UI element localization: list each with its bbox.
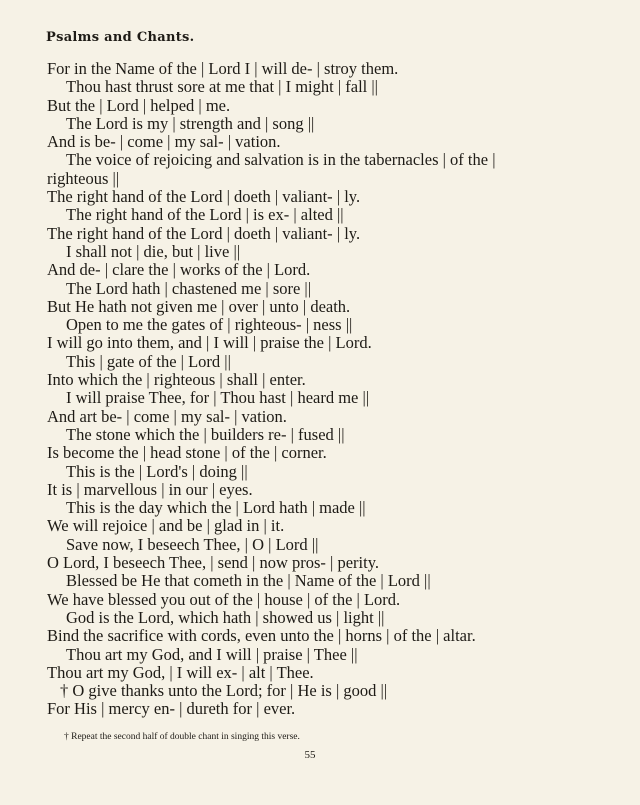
chant-line: But He hath not given me | over | unto | death. bbox=[47, 296, 351, 316]
chant-line: This is the day which the | Lord hath | made || bbox=[66, 498, 366, 518]
chant-line: This is the | Lord's | doing || bbox=[66, 461, 248, 481]
chant-line: Open to me the gates of | righteous- | ness || bbox=[66, 315, 353, 335]
chant-line: I shall not | die, but | live || bbox=[66, 241, 241, 261]
chant-line: And de- | clare the | works of the | Lord. bbox=[47, 260, 311, 280]
chant-line: The right hand of the Lord | is ex- | alted || bbox=[66, 205, 344, 225]
chant-line: † O give thanks unto the Lord; for | He is | good || bbox=[60, 681, 388, 701]
chant-line: For His | mercy en- | dureth for | ever. bbox=[47, 699, 296, 719]
chant-line: The right hand of the Lord | doeth | valiant- | ly. bbox=[47, 223, 361, 243]
chant-line: And is be- | come | my sal- | vation. bbox=[47, 132, 281, 152]
chant-line: Bind the sacrifice with cords, even unto the | horns | of the | altar. bbox=[47, 626, 476, 646]
chant-line: God is the Lord, which hath | showed us | light || bbox=[66, 607, 385, 627]
chant-line: Thou hast thrust sore at me that | I might | fall || bbox=[66, 77, 378, 97]
footnote: † Repeat the second half of double chant in singing this verse. bbox=[64, 732, 300, 742]
chant-line: The voice of rejoicing and salvation is in the tabernacles | of the | bbox=[66, 150, 496, 170]
page-number: 55 bbox=[304, 749, 316, 761]
chant-line: The right hand of the Lord | doeth | valiant- | ly. bbox=[47, 187, 361, 207]
chant-line: This | gate of the | Lord || bbox=[66, 351, 231, 371]
chant-line: The Lord is my | strength and | song || bbox=[66, 113, 315, 133]
chant-line: Save now, I beseech Thee, | O | Lord || bbox=[66, 534, 319, 554]
chant-line: I will go into them, and | I will | praise the | Lord. bbox=[47, 333, 372, 353]
running-header: Psalms and Chants. bbox=[46, 30, 195, 45]
chant-line: And art be- | come | my sal- | vation. bbox=[47, 406, 287, 426]
chant-line: Thou art my God, and I will | praise | Thee || bbox=[66, 644, 358, 664]
chant-line: I will praise Thee, for | Thou hast | heard me || bbox=[66, 388, 370, 408]
chant-line: Thou art my God, | I will ex- | alt | Thee. bbox=[47, 662, 314, 682]
chant-line: Blessed be He that cometh in the | Name of the | Lord || bbox=[66, 571, 431, 591]
chant-line: But the | Lord | helped | me. bbox=[47, 95, 231, 115]
chant-line: Into which the | righteous | shall | enter. bbox=[47, 370, 306, 390]
chant-text bbox=[47, 60, 607, 719]
chant-line: The stone which the | builders re- | fused || bbox=[66, 424, 345, 444]
chant-line: righteous || bbox=[47, 168, 120, 188]
chant-line: O Lord, I beseech Thee, | send | now pros- | perity. bbox=[47, 553, 380, 573]
chant-line: The Lord hath | chastened me | sore || bbox=[66, 278, 312, 298]
chant-line: Is become the | head stone | of the | corner. bbox=[47, 443, 327, 463]
chant-line: We will rejoice | and be | glad in | it. bbox=[47, 516, 285, 536]
chant-line: We have blessed you out of the | house | of the | Lord. bbox=[47, 589, 401, 609]
chant-line: It is | marvellous | in our | eyes. bbox=[47, 479, 253, 499]
chant-line: For in the Name of the | Lord I | will de- | stroy them. bbox=[47, 59, 399, 78]
